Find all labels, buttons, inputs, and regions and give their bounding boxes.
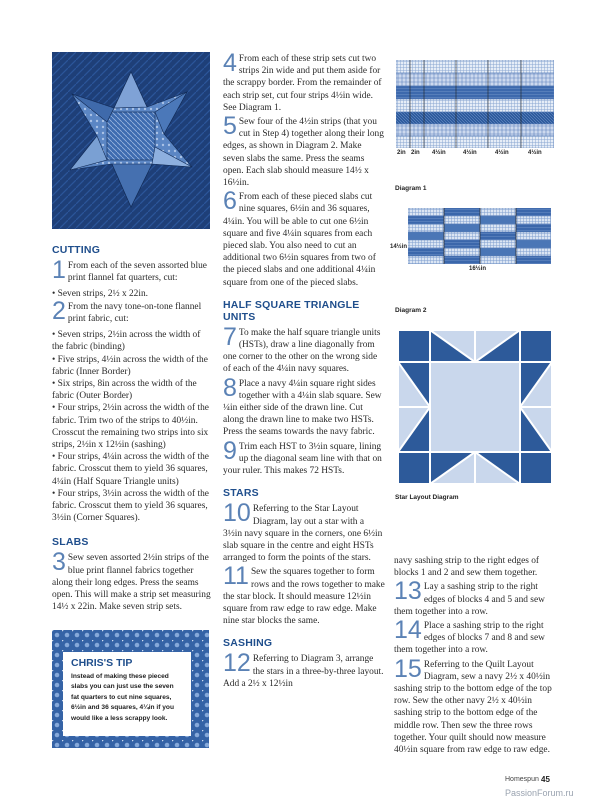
step-number: 10	[223, 499, 251, 528]
dim-label: 2in	[411, 150, 420, 156]
step-1	[52, 256, 212, 286]
step-5	[223, 112, 385, 189]
hst-heading: HALF SQUARE TRIANGLE UNITS	[223, 298, 360, 323]
step-text: Sew the squares together to form rows and the rows together to make the star block. It should measure 12½in square from raw edge to raw edge. Make nine star blocks the same.	[223, 567, 385, 627]
tip-text: Instead of making these pieced slabs you can just use the seven fat quarters to cut nine squares, 6½in and 36 squares, 4¼in if you would like a less scrappy look.	[71, 673, 174, 722]
diagram-2-slab	[408, 208, 551, 264]
step-text: Sew four of the 4½in strips (that you cut in Step 4) together along their long edges, as shown in Diagram 2. Make seven slabs the same. Press the seams open. Each slab should measure 14½ x 16½in.	[223, 117, 384, 189]
column-middle	[223, 49, 385, 692]
step-3	[52, 548, 212, 613]
step-text: Lay a sashing strip to the right edges of blocks 4 and 5 and sew them together into a row.	[394, 582, 545, 617]
step-text: From each of these strip sets cut two strips 2in wide and put them aside for the scrappy border. From the remainder of each strip set, cut four strips 4½in wide. See Diagram 1.	[223, 54, 382, 113]
step-number: 1	[52, 256, 66, 284]
step-number: 4	[223, 49, 237, 77]
dim-label: 4½in	[432, 150, 446, 156]
diagram-2-width-label: 16½in	[469, 266, 487, 272]
chris-tip-box	[52, 630, 209, 748]
step-2	[52, 297, 212, 327]
step-text: Place a sashing strip to the right edges of blocks 7 and 8 and sew them together into a row.	[394, 621, 545, 656]
step-text: Sew seven assorted 2½in strips of the blue print flannel fabrics together along their long edges. Press the seams open. This will make a strip set measuring 14½ x 22in. Make seven strip sets.	[52, 553, 211, 613]
step-13	[394, 577, 554, 618]
quilt-star-photo	[52, 52, 210, 229]
dim-label: 4½in	[528, 150, 542, 156]
step-text: From each of these pieced slabs cut nine squares, 6½in and 36 squares, 4¼in. You will be able to cut one 6½in square and five 4¼in squares from each pieced slab. You also need to cut an additional two 6½in squares from two of the pieced slabs and one additional 4¼in square from one of the pieced slabs.	[223, 192, 376, 288]
sashing-heading: SASHING	[223, 637, 273, 650]
step-12	[223, 649, 385, 690]
diagram-2-label: Diagram 2	[395, 307, 427, 314]
step-number: 2	[52, 297, 66, 326]
dim-label: 4½in	[463, 150, 477, 156]
tip-card	[63, 652, 191, 736]
step-4	[223, 49, 385, 114]
step-number: 3	[52, 548, 66, 577]
diagram-1-label: Diagram 1	[395, 185, 427, 192]
bullet: • Four strips, 2½in across the width of the fabric. Trim two of the strips to 40½in. Crosscut the remaining two strips into six strips, 2½in x 12½in (sashing)	[52, 403, 209, 451]
step-text: From each of the seven assorted blue print flannel fat quarters, cut:	[67, 261, 207, 284]
step-number: 7	[223, 322, 237, 351]
step-number: 11	[223, 562, 249, 591]
slabs-heading: SLABS	[52, 536, 89, 549]
step-number: 14	[394, 616, 422, 645]
step-11	[223, 562, 385, 627]
step-text: Referring to the Quilt Layout Diagram, sew a navy 2½ x 40½in sashing strip to the bottom edge of the top row. Sew the other navy 2½ x 40½in sashing strip to the bottom edge of the middle row. Then sew the three rows together. Your quilt should now measure 40½in square from raw edge to raw edge.	[394, 659, 552, 756]
continued-text: navy sashing strip to the right edges of blocks 1 and 2 and sew them together.	[394, 556, 540, 579]
step-text: Trim each HST to 3½in square, lining up the diagonal seam line with that on your ruler. This makes 72 HSTs.	[223, 441, 382, 477]
step-number: 13	[394, 577, 422, 606]
dim-label: 4½in	[495, 150, 509, 156]
bullet: • Five strips, 4½in across the width of the fabric (Inner Border)	[52, 354, 208, 377]
step-number: 5	[223, 112, 237, 141]
step-number: 8	[223, 373, 237, 402]
step-text: To make the half square triangle units (HSTs), draw a line diagonally from one corner to the other on the wrong side of each of the 4¼in navy squares.	[223, 327, 381, 375]
diagram-2-height-label: 14½in	[390, 244, 408, 250]
diagram-1-strip-set	[396, 60, 554, 148]
bullet: • Seven strips, 2½ x 22in.	[52, 289, 148, 299]
footer-page-number: 45	[541, 775, 550, 784]
step-text: Referring to the Star Layout Diagram, lay out a star with a 3½in navy square in the corners, one 6½in slab square in the centre and eight HSTs arranged to form the points of the stars.	[223, 504, 383, 564]
star-layout-diagram	[398, 330, 552, 484]
step-9	[223, 436, 385, 478]
step-text: Referring to Diagram 3, arrange the stars in a three-by-three layout. Add a 2½ x 12½in	[223, 654, 384, 689]
column-right	[394, 555, 554, 758]
bullet: • Four strips, 4¼in across the width of the fabric. Crosscut them to yield 36 squares, 4¼in (Half Square Triangle units)	[52, 452, 209, 487]
bullet: • Seven strips, 2½in across the width of the fabric (binding)	[52, 330, 201, 353]
step-number: 15	[394, 654, 422, 683]
step-6	[223, 187, 385, 289]
step-7	[223, 322, 385, 376]
cutting-heading: CUTTING	[52, 244, 101, 256]
step-8	[223, 373, 385, 439]
star-layout-label: Star Layout Diagram	[395, 494, 459, 501]
bullet: • Four strips, 3½in across the width of the fabric. Crosscut them to yield 36 squares, 3½in (Corner Squares).	[52, 488, 209, 524]
tip-title: CHRIS'S TIP	[71, 657, 133, 669]
bullet: • Six strips, 8in across the width of the fabric (Outer Border)	[52, 379, 197, 402]
step-number: 9	[223, 436, 237, 465]
step-text: Place a navy 4¼in square right sides together with a 4¼in slab square. Sew ¼in either side of the drawn line. Cut along the drawn line to make two HSTs. Press the seams towards the navy fabric.	[223, 378, 382, 438]
step-15	[394, 654, 554, 757]
stars-heading: STARS	[223, 487, 259, 500]
footer-magazine: Homespun	[505, 776, 539, 783]
footer-watermark: PassionForum.ru	[505, 788, 574, 798]
step-text: From the navy tone-on-tone flannel print fabric, cut:	[67, 302, 202, 325]
step-10	[223, 499, 385, 564]
step-number: 12	[223, 649, 251, 678]
dim-label: 2in	[397, 150, 406, 156]
step-14	[394, 616, 554, 657]
step-number: 6	[223, 187, 237, 216]
column-left	[52, 236, 212, 615]
